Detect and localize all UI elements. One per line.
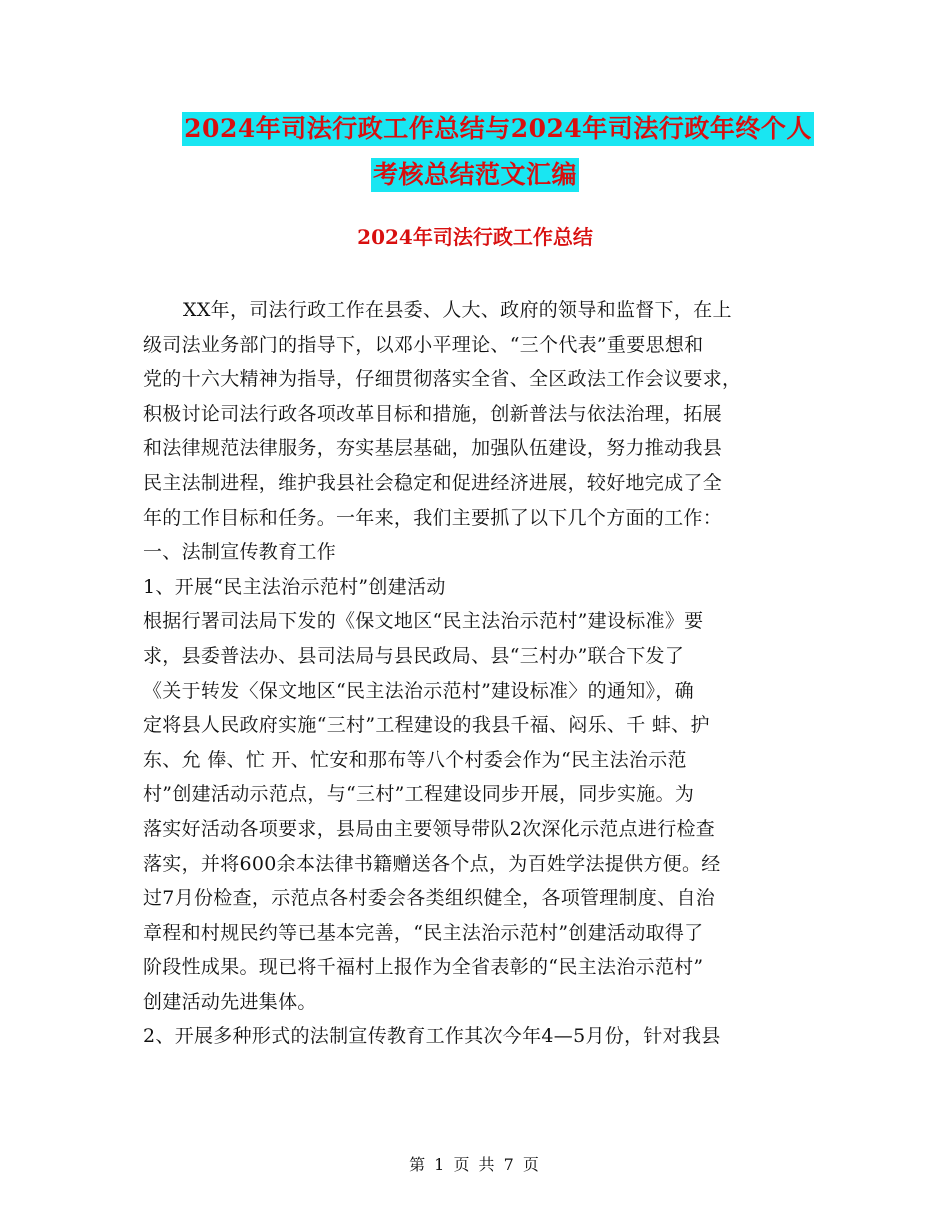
- body-line: 落实，并将600余本法律书籍赠送各个点，为百姓学法提供方便。经: [143, 852, 721, 875]
- body-line: 东、允 俸、忙 开、忙安和那布等八个村委会作为“民主法治示范: [143, 748, 687, 771]
- body-line: XX年，司法行政工作在县委、人大、政府的领导和监督下，在上: [183, 299, 732, 321]
- body-line: 村”创建活动示范点，与“三村”工程建设同步开展，同步实施。为: [143, 783, 695, 806]
- page-footer: 第 1 页 共 7 页: [409, 1155, 541, 1174]
- subsection-heading: 1、开展“民主法治示范村”创建活动: [143, 575, 446, 598]
- body-line: 级司法业务部门的指导下，以邓小平理论、“三个代表”重要思想和: [143, 333, 704, 356]
- title-line-2: 考核总结范文汇编: [371, 158, 579, 192]
- section-heading: 一、法制宣传教育工作: [143, 541, 337, 564]
- body-line: 和法律规范法律服务，夯实基层基础，加强队伍建设，努力推动我县: [143, 437, 723, 460]
- title-line-1: 2024年司法行政工作总结与2024年司法行政年终个人: [182, 112, 814, 146]
- body-line: 定将县人民政府实施“三村”工程建设的我县千福、闷乐、千 蚌、护: [143, 714, 710, 737]
- subsection-heading: 2、开展多种形式的法制宣传教育工作其次今年4—5月份，针对我县: [143, 1025, 721, 1048]
- body-line: 落实好活动各项要求，县局由主要领导带队2次深化示范点进行检查: [143, 817, 716, 840]
- body-line: 章程和村规民约等已基本完善，“民主法治示范村”创建活动取得了: [143, 921, 704, 944]
- body-line: 阶段性成果。现已将千福村上报作为全省表彰的“民主法治示范村”: [143, 956, 704, 979]
- body-line: 创建活动先进集体。: [143, 990, 317, 1013]
- body-line: 根据行署司法局下发的《保文地区“民主法治示范村”建设标准》要: [143, 610, 704, 633]
- body-line: 年的工作目标和任务。一年来，我们主要抓了以下几个方面的工作：: [143, 506, 723, 529]
- body-line: 求，县委普法办、县司法局与县民政局、县“三村办”联合下发了: [143, 644, 685, 667]
- section-title: 2024年司法行政工作总结: [357, 225, 593, 249]
- document-title: [0, 112, 950, 192]
- body-line: 党的十六大精神为指导，仔细贯彻落实全省、全区政法工作会议要求，: [143, 368, 742, 391]
- body-line: 过7月份检查，示范点各村委会各类组织健全，各项管理制度、自治: [143, 887, 716, 910]
- body-line: 积极讨论司法行政各项改革目标和措施，创新普法与依法治理，拓展: [143, 402, 723, 425]
- body-line: 《关于转发〈保文地区“民主法治示范村”建设标准〉的通知》，确: [143, 679, 694, 702]
- body-line: 民主法制进程，维护我县社会稳定和促进经济进展，较好地完成了全: [143, 471, 723, 494]
- document-body: [143, 293, 810, 1054]
